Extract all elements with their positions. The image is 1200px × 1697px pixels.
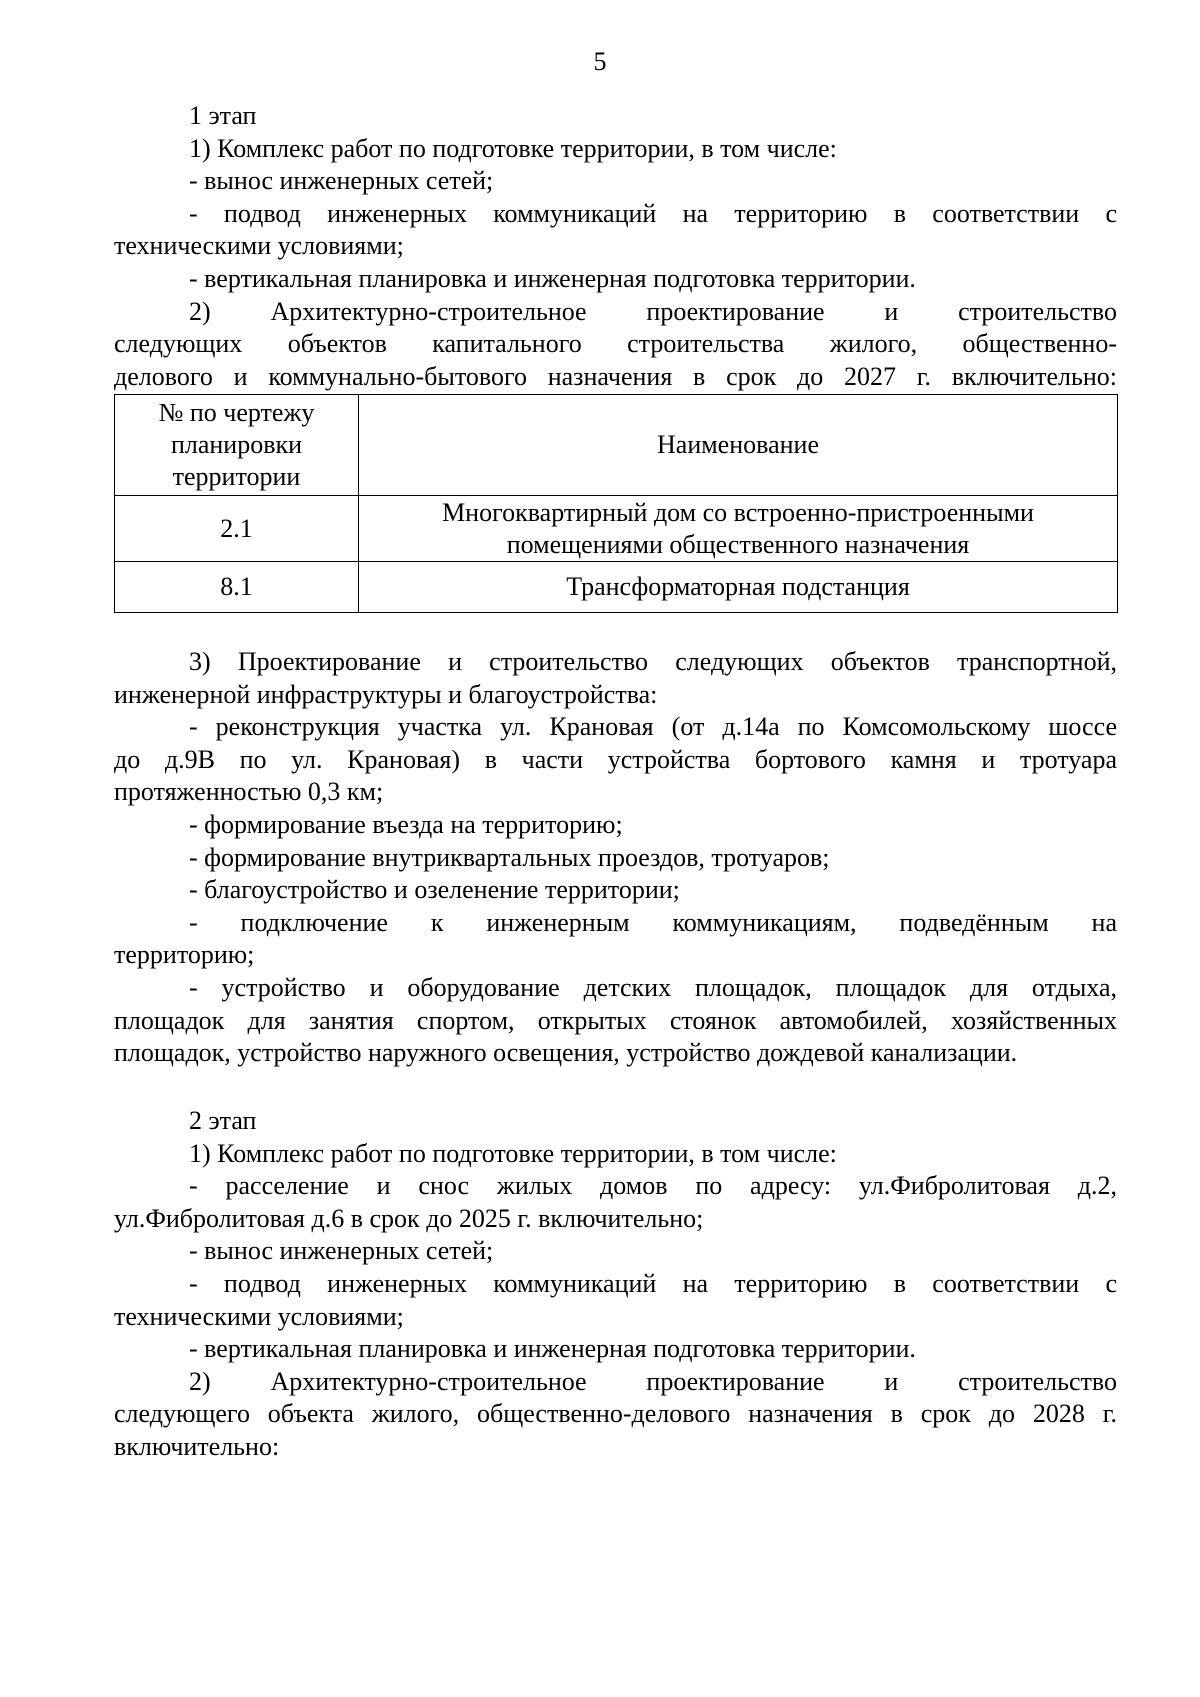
stage1-bullet-2-line2: техническими условиями; [114,231,404,261]
stage1-item3-bullet-1-line1: - реконструкция участка ул. Крановая (от д.14а по Комсомольскому шоссе [189,712,1117,742]
stage1-bullet-3: - вертикальная планировка и инженерная подготовка территории. [189,263,916,293]
stage1-infrastructure [114,646,1117,1070]
stage1-heading: 1 этап [189,101,257,130]
table-row [115,562,1118,613]
stage2-bullet-4: - вертикальная планировка и инженерная подготовка территории. [189,1334,916,1364]
stage1-item3-bullet-5-line1: - подключение к инженерным коммуникациям, подведённым на [189,907,1117,937]
stage1-item2-line1: 2) Архитектурно-строительное проектирование и строительство [189,296,1117,326]
stage1-item3-bullet-1-line2: до д.9В по ул. Крановая) в части устройства бортового камня и тротуара [114,744,1117,774]
stage2-bullet-3-line1: - подвод инженерных коммуникаций на территорию в соответствии с [189,1268,1117,1298]
page-number: 5 [593,47,607,76]
stage1-item3-bullet-6-line3: площадок, устройство наружного освещения, устройство дождевой канализации. [114,1038,1018,1068]
header-cell-number: № по чертежу планировки территории [115,395,359,496]
stage1-item3-bullet-3: - формирование внутриквартальных проездов, тротуаров; [189,842,830,872]
stage1-item2-line2: следующих объектов капитального строительства жилого, общественно- [114,329,1117,359]
stage1-item3-bullet-1-line3: протяженностью 0,3 км; [114,777,384,807]
stage2-item2-line2: следующего объекта жилого, общественно-делового назначения в срок до 2028 г. [114,1399,1117,1429]
header-cell-name: Наименование [359,395,1118,496]
table-row [115,496,1118,562]
stage2-bullet-1-line1: - расселение и снос жилых домов по адресу: ул.Фибролитовая д.2, [189,1171,1117,1201]
stage2-heading: 2 этап [189,1106,257,1135]
table-header-row [115,395,1118,496]
objects-table [114,394,1118,613]
stage2-bullet-2: - вынос инженерных сетей; [189,1236,494,1266]
stage1-item3-bullet-5-line2: территорию; [114,940,255,970]
stage2-item2-line3: включительно: [114,1431,280,1461]
stage1-bullet-1: - вынос инженерных сетей; [189,166,494,196]
cell-number: 8.1 [115,562,359,613]
cell-name: Многоквартирный дом со встроенно-пристроенными помещениями общественного назначения [359,496,1118,562]
stage2-bullet-3-line2: техническими условиями; [114,1301,404,1331]
stage1-item3-line1: 3) Проектирование и строительство следующих объектов транспортной, [189,647,1117,676]
stage1-bullet-2-line1: - подвод инженерных коммуникаций на территорию в соответствии с [189,198,1117,228]
stage1-item3-bullet-4: - благоустройство и озеленение территории; [189,875,680,905]
cell-number: 2.1 [115,496,359,562]
stage1-intro [114,100,1117,393]
stage2-item1: 1) Комплекс работ по подготовке территории, в том числе: [189,1138,837,1168]
stage1-item3-bullet-2: - формирование въезда на территорию; [189,809,623,839]
stage1-item3-line2: инженерной инфраструктуры и благоустройства: [114,679,658,709]
stage1-item1: 1) Комплекс работ по подготовке территории, в том числе: [189,133,837,163]
stage1-item2-line3: делового и коммунально-бытового назначения в срок до 2027 г. включительно: [114,361,1117,391]
stage2-bullet-1-line2: ул.Фибролитовая д.6 в срок до 2025 г. включительно; [114,1203,704,1233]
stage1-item3-bullet-6-line1: - устройство и оборудование детских площадок, площадок для отдыха, [189,972,1117,1002]
stage2-section [114,1105,1117,1464]
cell-name: Трансформаторная подстанция [359,562,1118,613]
stage2-item2-line1: 2) Архитектурно-строительное проектирование и строительство [189,1366,1117,1396]
stage1-item3-bullet-6-line2: площадок для занятия спортом, открытых стоянок автомобилей, хозяйственных [114,1005,1117,1035]
